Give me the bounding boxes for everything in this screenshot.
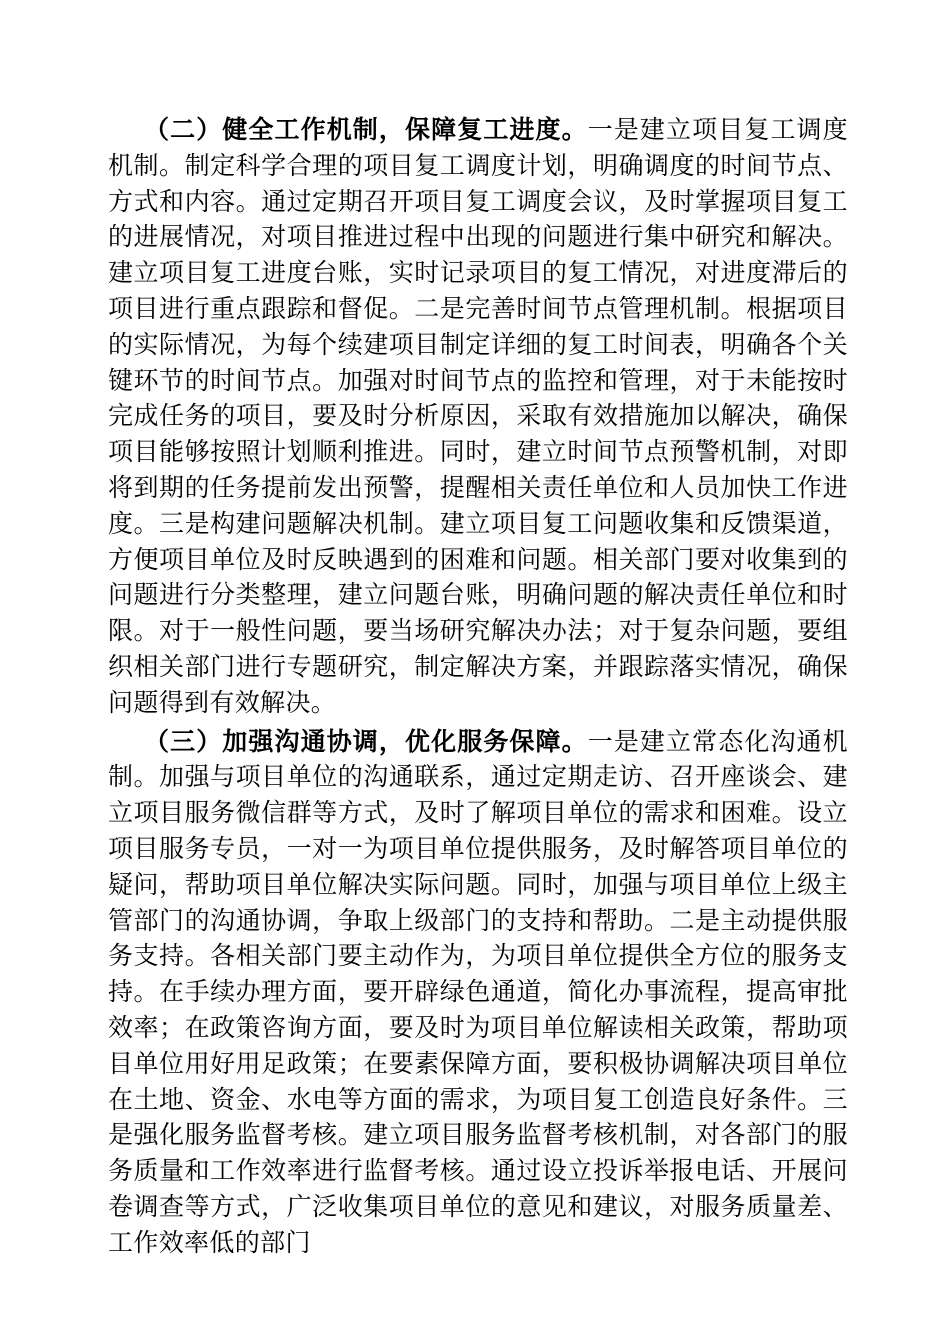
- document-page: [108, 112, 848, 1264]
- section-2-heading: （二）健全工作机制，保障复工进度。: [144, 115, 588, 144]
- section-2-body: 一是建立项目复工调度机制。制定科学合理的项目复工调度计划，明确调度的时间节点、方式和内容。通过定期召开项目复工调度会议，及时掌握项目复工的进展情况，对项目推进过程中出现的问题进行集中研究和解决。建立项目复工进度台账，实时记录项目的复工情况，对进度滞后的项目进行重点跟踪和督促。二是完善时间节点管理机制。根据项目的实际情况，为每个续建项目制定详细的复工时间表，明确各个关键环节的时间节点。加强对时间节点的监控和管理，对于未能按时完成任务的项目，要及时分析原因，采取有效措施加以解决，确保项目能够按照计划顺利推进。同时，建立时间节点预警机制，对即将到期的任务提前发出预警，提醒相关责任单位和人员加快工作进度。三是构建问题解决机制。建立项目复工问题收集和反馈渠道，方便项目单位及时反映遇到的困难和问题。相关部门要对收集到的问题进行分类整理，建立问题台账，明确问题的解决责任单位和时限。对于一般性问题，要当场研究解决办法；对于复杂问题，要组织相关部门进行专题研究，制定解决方案，并跟踪落实情况，确保问题得到有效解决。: [108, 115, 848, 717]
- paragraph-section-3: [108, 724, 848, 1261]
- section-3-heading: （三）加强沟通协调，优化服务保障。: [144, 726, 588, 756]
- paragraph-section-2: [108, 112, 848, 721]
- section-3-body: 一是建立常态化沟通机制。加强与项目单位的沟通联系，通过定期走访、召开座谈会、建立项目服务微信群等方式，及时了解项目单位的需求和困难。设立项目服务专员，一对一为项目单位提供服务，及时解答项目单位的疑问，帮助项目单位解决实际问题。同时，加强与项目单位上级主管部门的沟通协调，争取上级部门的支持和帮助。二是主动提供服务支持。各相关部门要主动作为，为项目单位提供全方位的服务支持。在手续办理方面，要开辟绿色通道，简化办事流程，提高审批效率；在政策咨询方面，要及时为项目单位解读相关政策，帮助项目单位用好用足政策；在要素保障方面，要积极协调解决项目单位在土地、资金、水电等方面的需求，为项目复工创造良好条件。三是强化服务监督考核。建立项目服务监督考核机制，对各部门的服务质量和工作效率进行监督考核。通过设立投诉举报电话、开展问卷调查等方式，广泛收集项目单位的意见和建议，对服务质量差、工作效率低的部门: [108, 726, 848, 1257]
